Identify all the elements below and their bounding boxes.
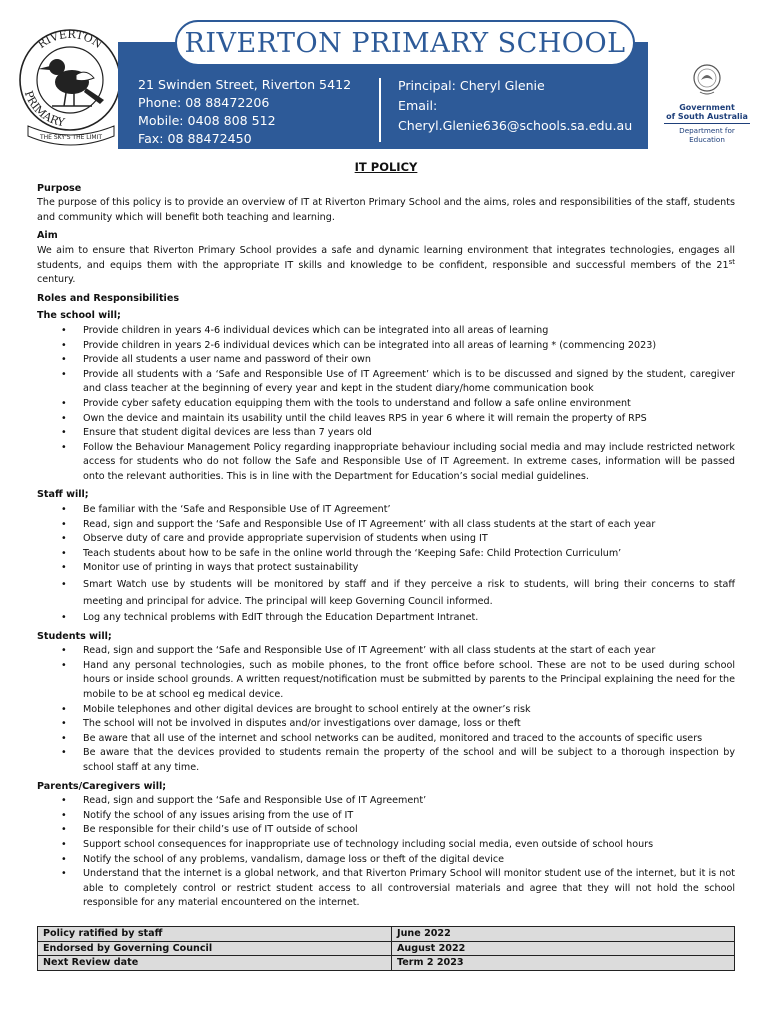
list-item: • Follow the Behaviour Management Policy regarding inappropriate behaviour including social media and may include restricted network access for students who do not follow the Safe and Responsible Use of IT Agreement. In extreme cases, information will be passed onto the relevant authorities. This is in line with the Department for Education’s social medial guidelines. [83, 441, 735, 485]
students-heading: Students will; [37, 630, 112, 642]
purpose-heading: Purpose [37, 182, 82, 194]
list-item: • Provide all students with a ‘Safe and Responsible Use of IT Agreement’ which is to be discussed and signed by the student, caregiver and class teacher at the beginning of every year and kept in the student diary/home communication book [83, 368, 735, 397]
list-item: • Hand any personal technologies, such as mobile phones, to the front office before school. These are not to be used during school hours or inside school grounds. A written request/notification must be submitted by parents to the Principal explaining the need for the mobile to be at school eg medical device. [83, 659, 735, 703]
list-item: • Be aware that the devices provided to students remain the property of the school and will be subject to a thorough inspection by school staff at any time. [83, 746, 735, 775]
page-title: IT POLICY [354, 160, 418, 174]
address: 21 Swinden Street, Riverton 5412 [138, 77, 352, 92]
list-item: • Notify the school of any problems, vandalism, damage loss or theft of the digital device [83, 853, 735, 868]
table-cell-value: August 2022 [392, 941, 735, 956]
staff-list [37, 503, 735, 626]
list-item: • Mobile telephones and other digital devices are brought to school entirely at the owner’s risk [83, 703, 735, 718]
table-cell-label: Next Review date [38, 956, 392, 971]
table-cell-label: Policy ratified by staff [38, 927, 392, 942]
list-item: • Be familiar with the ‘Safe and Responsible Use of IT Agreement’ [83, 503, 735, 518]
svg-text:RIVERTON [35, 28, 105, 51]
email-link[interactable]: Cheryl.Glenie636@schools.sa.edu.au [398, 118, 633, 133]
list-item: • Provide cyber safety education equipping them with the tools to understand and follow a safe online environment [83, 397, 735, 412]
list-item: • Own the device and maintain its usability until the child leaves RPS in year 6 where it will remain the property of RPS [83, 412, 735, 427]
government-logo [664, 62, 750, 142]
principal-details [398, 76, 632, 136]
list-item: • Read, sign and support the ‘Safe and Responsible Use of IT Agreement’ with all class students at the start of each year [83, 644, 735, 659]
magpie-bird-icon [38, 59, 104, 106]
school-name-title [175, 20, 635, 66]
list-item: • Notify the school of any issues arising from the use of IT [83, 809, 735, 824]
table-row [38, 941, 735, 956]
table-cell-label: Endorsed by Governing Council [38, 941, 392, 956]
table-cell-value: June 2022 [392, 927, 735, 942]
list-item: • The school will not be involved in disputes and/or investigations over damage, loss or theft [83, 717, 735, 732]
list-item: • Be responsible for their child’s use of IT outside of school [83, 823, 735, 838]
mobile: Mobile: 0408 808 512 [138, 113, 276, 128]
roles-heading: Roles and Responsibilities [37, 292, 180, 304]
fax: Fax: 08 88472450 [138, 131, 252, 146]
state-crest-icon [692, 62, 722, 98]
students-list [37, 644, 735, 775]
aim-heading: Aim [37, 230, 58, 242]
list-item: • Teach students about how to be safe in the online world through the ‘Keeping Safe: Child Protection Curriculum’ [83, 547, 735, 562]
table-row [38, 956, 735, 971]
list-item: • Provide all students a user name and password of their own [83, 353, 735, 368]
list-item: • Log any technical problems with EdIT through the Education Department Intranet. [83, 611, 735, 626]
list-item: • Read, sign and support the ‘Safe and Responsible Use of IT Agreement’ with all class students at the start of each year [83, 518, 735, 533]
parents-list [37, 794, 735, 911]
header-divider [379, 78, 381, 142]
gov-line-2: of South Australia [666, 112, 748, 121]
policy-dates-table [37, 926, 735, 971]
school-list [37, 324, 735, 485]
list-item: • Be aware that all use of the internet and school networks can be audited, monitored and traced to the accounts of specific users [83, 732, 735, 747]
aim-text: We aim to ensure that Riverton Primary School provides a safe and dynamic learning environment that integrates technologies, engages all students, and equips them with the appropriate IT skills and knowledge to be confident, responsible and successful members of the 21st century. [37, 244, 735, 286]
policy-document [37, 160, 735, 915]
logo-ring-left: PRIMARY [21, 89, 66, 130]
table-row [38, 927, 735, 942]
contact-details [138, 76, 351, 148]
email-label: Email: [398, 98, 438, 113]
list-item: • Ensure that student digital devices are less than 7 years old [83, 426, 735, 441]
list-item: • Support school consequences for inappropriate use of technology including social media, even outside of school hours [83, 838, 735, 853]
list-item: • Understand that the internet is a global network, and that Riverton Primary School will monitor student use of the internet, but it is not able to completely control or restrict student access to all controversial materials and agree that they will not hold the school responsible for any material encountered on the internet. [83, 867, 735, 911]
gov-line-3: Department for Education [664, 123, 750, 144]
school-logo [14, 20, 126, 146]
staff-heading: Staff will; [37, 489, 89, 501]
list-item: • Smart Watch use by students will be monitored by staff and if they perceive a risk to students, will bring their concerns to staff meeting and principal for advice. The principal will keep Governing Council informed. [83, 576, 735, 610]
gov-line-1: Government [679, 103, 735, 112]
table-cell-value: Term 2 2023 [392, 956, 735, 971]
phone: Phone: 08 88472206 [138, 95, 270, 110]
principal-name: Principal: Cheryl Glenie [398, 78, 545, 93]
logo-motto: THE SKY'S THE LIMIT [39, 134, 103, 141]
school-name: RIVERTON PRIMARY SCHOOL [184, 27, 626, 59]
parents-heading: Parents/Caregivers will; [37, 780, 167, 792]
list-item: • Provide children in years 2-6 individual devices which can be integrated into all areas of learning * (commencing 2023) [83, 339, 735, 354]
list-item: • Observe duty of care and provide appropriate supervision of students when using IT [83, 532, 735, 547]
list-item: • Read, sign and support the ‘Safe and Responsible Use of IT Agreement’ [83, 794, 735, 809]
list-item: • Provide children in years 4-6 individual devices which can be integrated into all areas of learning [83, 324, 735, 339]
purpose-text: The purpose of this policy is to provide an overview of IT at Riverton Primary School and the aims, roles and responsibilities of the staff, students and community which will benefit both teaching and learning. [37, 197, 735, 223]
school-heading: The school will; [37, 310, 121, 322]
list-item: • Monitor use of printing in ways that protect sustainability [83, 561, 735, 576]
logo-ring-top: RIVERTON [35, 27, 105, 52]
